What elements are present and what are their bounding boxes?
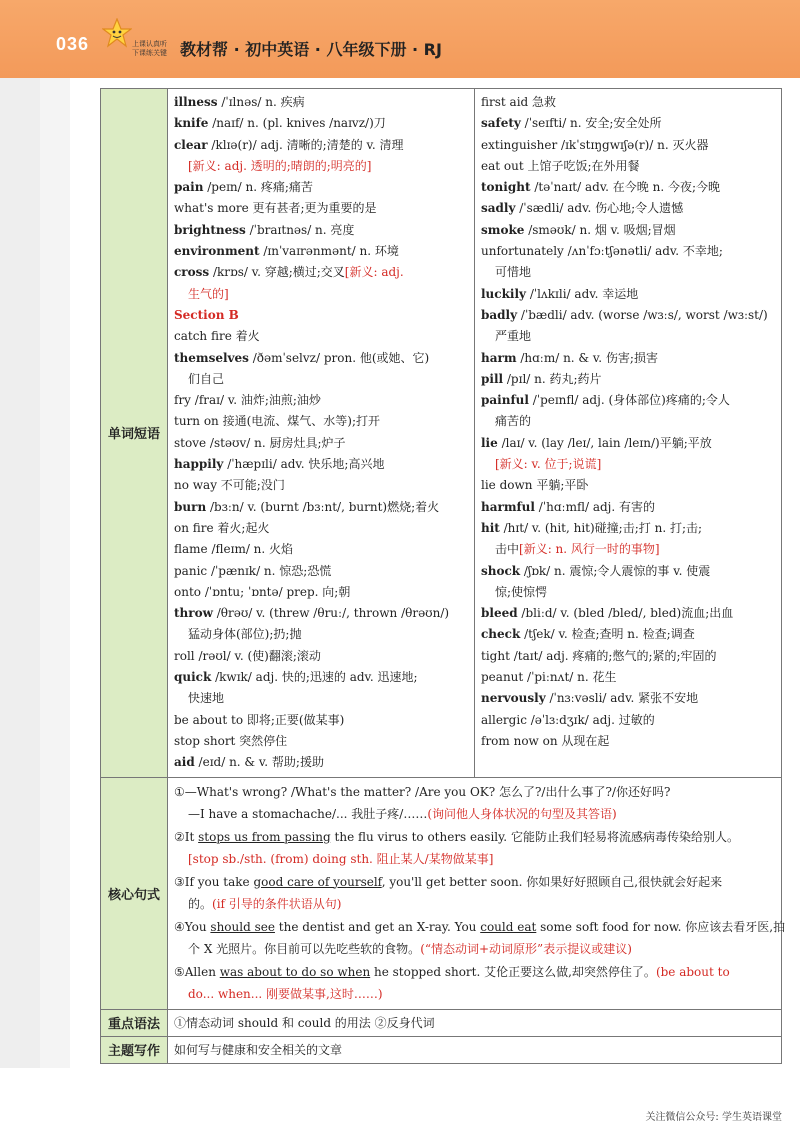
list-item: [174, 305, 470, 326]
list-item: [481, 433, 777, 454]
text-span: /peɪn/ n. 疼痛;痛苦: [203, 180, 313, 195]
list-item: [481, 731, 777, 752]
text-span: /laɪ/ v. (lay /leɪ/, lain /leɪn/)平躺;平放: [497, 435, 712, 450]
text-span: turn on 接通(电流、煤气、水等);打开: [174, 414, 381, 429]
text-span: /naɪf/ n. (pl. knives /naɪvz/)刀: [208, 116, 386, 131]
text-span: should see: [210, 919, 275, 934]
text-span: pain: [174, 180, 204, 195]
list-item: [481, 177, 777, 198]
text-span: sadly: [481, 201, 516, 216]
text-span: 严重地: [495, 329, 532, 344]
list-item: [174, 262, 470, 283]
list-item: [174, 731, 470, 752]
text-span: (询问他人身体状况的句型及其答语): [427, 807, 617, 821]
text-span: harm: [481, 350, 517, 365]
vocab-columns: [168, 89, 781, 777]
text-span: /təˈnaɪt/ adv. 在今晚 n. 今夜;今晚: [530, 180, 721, 195]
text-span: /tʃek/ v. 检查;查明 n. 检查;调查: [520, 627, 695, 642]
list-item: [174, 752, 470, 773]
text-span: , you'll get better soon. 你如果好好照顾自己,很快就会好起来: [381, 874, 723, 889]
text-span: /ˈpeɪnfl/ adj. (身体部位)疼痛的;令人: [528, 393, 730, 408]
page-header: [0, 0, 800, 78]
list-item: [481, 539, 777, 560]
text-span: what's more 更有甚者;更为重要的是: [174, 201, 377, 216]
text-span: 的。: [188, 897, 213, 911]
text-span: /ʃɒk/ n. 震惊;令人震惊的事 v. 使震: [520, 563, 711, 578]
text-span: illness: [174, 95, 218, 109]
list-item: [481, 646, 777, 667]
text-span: 痛苦的: [495, 414, 532, 429]
list-item: [174, 826, 785, 849]
list-item: [481, 667, 777, 688]
vocab-label: 单词短语: [101, 89, 168, 777]
text-span: unfortunately /ʌnˈfɔːtʃənətli/ adv. 不幸地;: [481, 244, 723, 259]
list-item: [174, 710, 470, 731]
text-span: no way 不可能;没门: [174, 478, 285, 493]
list-item: [174, 156, 470, 177]
text-span: stop short 突然停住: [174, 733, 288, 748]
text-span: /ˈnɜːvəsli/ adv. 紧张不安地: [545, 691, 699, 706]
text-span: /bliːd/ v. (bled /bled/, bled)流血;出血: [517, 606, 734, 621]
list-item: [481, 369, 777, 390]
vocab-right-column: [474, 89, 781, 777]
text-span: [stop sb./sth. (from) doing sth. 阻止某人/某物做某事]: [188, 852, 494, 866]
list-item: [174, 961, 785, 984]
list-item: [174, 893, 785, 916]
text-span: /ˈlʌkɪli/ adv. 幸运地: [526, 286, 639, 301]
list-item: [481, 603, 777, 624]
sentence-list: [168, 778, 791, 1009]
text-span: he stopped short. 艾伦正要这么做,却突然停住了。: [370, 964, 656, 979]
text-span: happily: [174, 457, 224, 472]
margin-shade: [40, 78, 70, 1068]
text-span: nervously: [481, 691, 546, 706]
text-span: fry /fraɪ/ v. 油炸;油煎;油炒: [174, 393, 321, 408]
text-span: /kwɪk/ adj. 快的;迅速的 adv. 迅速地;: [211, 670, 418, 685]
footer-note: 关注微信公众号: 学生英语课堂: [645, 1112, 782, 1123]
star-mascot-icon: [102, 18, 132, 48]
list-item: [174, 220, 470, 241]
text-span: smoke: [481, 222, 525, 237]
vocab-left-column: [168, 89, 474, 777]
list-item: [174, 241, 470, 262]
list-item: [481, 241, 777, 262]
text-span: lie: [481, 435, 498, 450]
text-span: /ˈsædli/ adv. 伤心地;令人遗憾: [515, 201, 684, 216]
list-item: [174, 848, 785, 871]
text-span: [新义: adj.: [344, 265, 404, 280]
list-item: [174, 92, 470, 113]
text-span: shock: [481, 563, 521, 578]
text-span: throw: [174, 606, 213, 621]
text-span: ④You: [174, 919, 211, 934]
list-item: [481, 326, 777, 347]
text-span: extinguisher /ɪkˈstɪŋgwɪʃə(r)/ n. 灭火器: [481, 137, 709, 152]
list-item: [481, 220, 777, 241]
text-span: /klɪə(r)/ adj. 清晰的;清楚的 v. 清理: [207, 137, 404, 152]
text-span: tonight: [481, 180, 531, 195]
text-span: 可惜地: [495, 265, 532, 280]
text-span: peanut /ˈpiːnʌt/ n. 花生: [481, 670, 617, 685]
list-item: [481, 305, 777, 326]
list-item: [174, 497, 470, 518]
list-item: [174, 781, 785, 804]
text-span: /ˈbædli/ adv. (worse /wɜːs/, worst /wɜːst/): [517, 307, 768, 322]
text-span: /krɒs/ v. 穿越;横过;交叉: [209, 265, 345, 280]
list-item: [174, 539, 470, 560]
text-span: first aid 急救: [481, 95, 557, 109]
text-span: safety: [481, 116, 521, 131]
list-item: [481, 348, 777, 369]
text-span: (if 引导的条件状语从句): [212, 897, 342, 911]
list-item: [481, 582, 777, 603]
list-item: [481, 454, 777, 475]
list-item: [174, 284, 470, 305]
list-item: [481, 561, 777, 582]
text-span: ③If you take: [174, 874, 254, 889]
list-item: [481, 475, 777, 496]
list-item: [481, 135, 777, 156]
list-item: [174, 582, 470, 603]
text-span: ②It: [174, 829, 199, 844]
text-span: [新义: n. 风行一时的事物]: [519, 542, 660, 557]
text-span: 生气的]: [188, 286, 229, 301]
list-item: [174, 411, 470, 432]
text-span: Section B: [174, 307, 239, 322]
text-span: on fire 着火;起火: [174, 520, 270, 535]
text-span: ①—What's wrong? /What's the matter? /Are you OK? 怎么了?/出什么事了?/你还好吗?: [174, 784, 671, 799]
text-span: brightness: [174, 222, 246, 237]
text-span: ⑤Allen: [174, 964, 220, 979]
text-span: painful: [481, 393, 529, 408]
list-item: [174, 177, 470, 198]
text-span: 惊;使惊愕: [495, 584, 548, 599]
text-span: quick: [174, 670, 212, 685]
writing-text: 如何写与健康和安全相关的文章: [174, 1042, 343, 1057]
text-span: luckily: [481, 286, 526, 301]
text-span: panic /ˈpænɪk/ n. 惊恐;恐慌: [174, 563, 332, 578]
text-span: hit: [481, 520, 500, 535]
text-span: the dentist and get an X-ray. You: [274, 919, 481, 934]
list-item: [174, 667, 470, 688]
text-span: /ˈhæpɪli/ adv. 快乐地;高兴地: [223, 457, 385, 472]
text-span: allergic /əˈlɜːdʒɪk/ adj. 过敏的: [481, 712, 655, 727]
list-item: [481, 624, 777, 645]
left-margin-strip: [0, 78, 40, 1068]
text-span: (be about to: [655, 964, 730, 979]
list-item: [174, 369, 470, 390]
list-item: [174, 326, 470, 347]
text-span: /ɪnˈvaɪrənmənt/ n. 环境: [259, 244, 399, 259]
list-item: [174, 135, 470, 156]
sentences-label: 核心句式: [101, 778, 168, 1009]
text-span: some soft food for now. 你应该去看牙医,拍: [536, 919, 786, 934]
text-span: good care of yourself: [253, 874, 382, 889]
text-span: /sməʊk/ n. 烟 v. 吸烟;冒烟: [524, 222, 676, 237]
text-span: 们自己: [188, 371, 225, 386]
list-item: [174, 475, 470, 496]
list-item: [174, 916, 785, 939]
vocab-row: [101, 89, 781, 777]
text-span: /hɪt/ v. (hit, hit)碰撞;击;打 n. 打;击;: [499, 520, 703, 535]
list-item: [481, 518, 777, 539]
text-span: tight /taɪt/ adj. 疼痛的;憋气的;紧的;牢固的: [481, 648, 717, 663]
list-item: [481, 688, 777, 709]
text-span: 击中: [495, 542, 520, 557]
list-item: [174, 688, 470, 709]
list-item: [481, 198, 777, 219]
page-number: 036: [56, 34, 90, 54]
grammar-text: ①情态动词 should 和 could 的用法 ②反身代词: [174, 1015, 435, 1030]
text-span: /ˈhɑːmfl/ adj. 有害的: [534, 499, 656, 514]
text-span: roll /rəʊl/ v. (使)翻滚;滚动: [174, 648, 321, 663]
book-title: 教材帮 · 初中英语 · 八年级下册 · RJ: [180, 40, 442, 59]
writing-label: 主题写作: [101, 1037, 168, 1063]
list-item: [174, 803, 785, 826]
list-item: [174, 518, 470, 539]
list-item: [481, 497, 777, 518]
list-item: [481, 411, 777, 432]
text-span: catch fire 着火: [174, 329, 260, 344]
text-span: 猛动身体(部位);扔;抛: [188, 627, 302, 642]
text-span: themselves: [174, 350, 249, 365]
list-item: [481, 284, 777, 305]
text-span: —I have a stomachache/... 我肚子疼/……: [188, 807, 428, 821]
text-span: /ˈɪlnəs/ n. 疾病: [217, 95, 305, 109]
text-span: environment: [174, 244, 260, 259]
text-span: from now on 从现在起: [481, 733, 610, 748]
list-item: [481, 390, 777, 411]
text-span: [新义: adj. 透明的;晴朗的;明亮的]: [188, 158, 372, 173]
grammar-row: [101, 1009, 781, 1036]
text-span: burn: [174, 499, 207, 514]
list-item: [174, 561, 470, 582]
list-item: [481, 710, 777, 731]
text-span: aid: [174, 755, 195, 770]
list-item: [174, 624, 470, 645]
text-span: /bɜːn/ v. (burnt /bɜːnt/, burnt)燃烧;着火: [206, 499, 440, 514]
text-span: the flu virus to others easily. 它能防止我们轻易将流感病毒传染给别人。: [330, 829, 739, 844]
text-span: be about to 即将;正要(做某事): [174, 712, 345, 727]
list-item: [481, 113, 777, 134]
list-item: [174, 433, 470, 454]
text-span: lie down 平躺;平卧: [481, 478, 589, 493]
text-span: could eat: [480, 919, 537, 934]
text-span: onto /ˈɒntu; ˈɒntə/ prep. 向;朝: [174, 584, 351, 599]
text-span: cross: [174, 265, 210, 280]
text-span: clear: [174, 137, 208, 152]
text-span: was about to do so when: [219, 964, 371, 979]
text-span: pill: [481, 371, 504, 386]
text-span: /θrəʊ/ v. (threw /θruː/, thrown /θrəʊn/): [212, 606, 450, 621]
list-item: [174, 454, 470, 475]
list-item: [174, 603, 470, 624]
text-span: stops us from passing: [198, 829, 331, 844]
text-span: /ðəmˈselvz/ pron. 他(或她、它): [248, 350, 430, 365]
text-span: /ˈseɪfti/ n. 安全;安全处所: [520, 116, 662, 131]
text-span: [新义: v. 位于;说谎]: [495, 457, 602, 472]
list-item: [174, 348, 470, 369]
list-item: [174, 983, 785, 1006]
list-item: [481, 92, 777, 113]
list-item: [174, 646, 470, 667]
list-item: [174, 390, 470, 411]
list-item: [174, 871, 785, 894]
text-span: check: [481, 627, 521, 642]
mascot-caption: 上课认真听 下课练关键: [132, 40, 167, 57]
list-item: [174, 198, 470, 219]
text-span: flame /fleɪm/ n. 火焰: [174, 542, 294, 557]
text-span: badly: [481, 307, 518, 322]
text-span: (“情态动词+动词原形”表示提议或建议): [420, 942, 632, 956]
writing-row: [101, 1036, 781, 1063]
text-span: knife: [174, 116, 209, 131]
list-item: [174, 113, 470, 134]
text-span: /hɑːm/ n. & v. 伤害;损害: [516, 350, 658, 365]
text-span: /eɪd/ n. & v. 帮助;援助: [194, 755, 324, 770]
text-span: bleed: [481, 606, 518, 621]
text-span: 个 X 光照片。你目前可以先吃些软的食物。: [188, 942, 421, 956]
grammar-label: 重点语法: [101, 1010, 168, 1036]
list-item: [481, 156, 777, 177]
summary-table: [100, 88, 786, 1064]
text-span: harmful: [481, 499, 535, 514]
text-span: stove /stəʊv/ n. 厨房灶具;炉子: [174, 435, 346, 450]
text-span: 快速地: [188, 691, 225, 706]
sentences-row: [101, 777, 786, 1009]
text-span: do... when... 刚要做某事,这时……): [188, 987, 383, 1001]
list-item: [481, 262, 777, 283]
list-item: [174, 938, 785, 961]
text-span: eat out 上馆子吃饭;在外用餐: [481, 158, 640, 173]
text-span: /ˈbraɪtnəs/ n. 亮度: [245, 222, 355, 237]
text-span: /pɪl/ n. 药丸;药片: [503, 371, 602, 386]
